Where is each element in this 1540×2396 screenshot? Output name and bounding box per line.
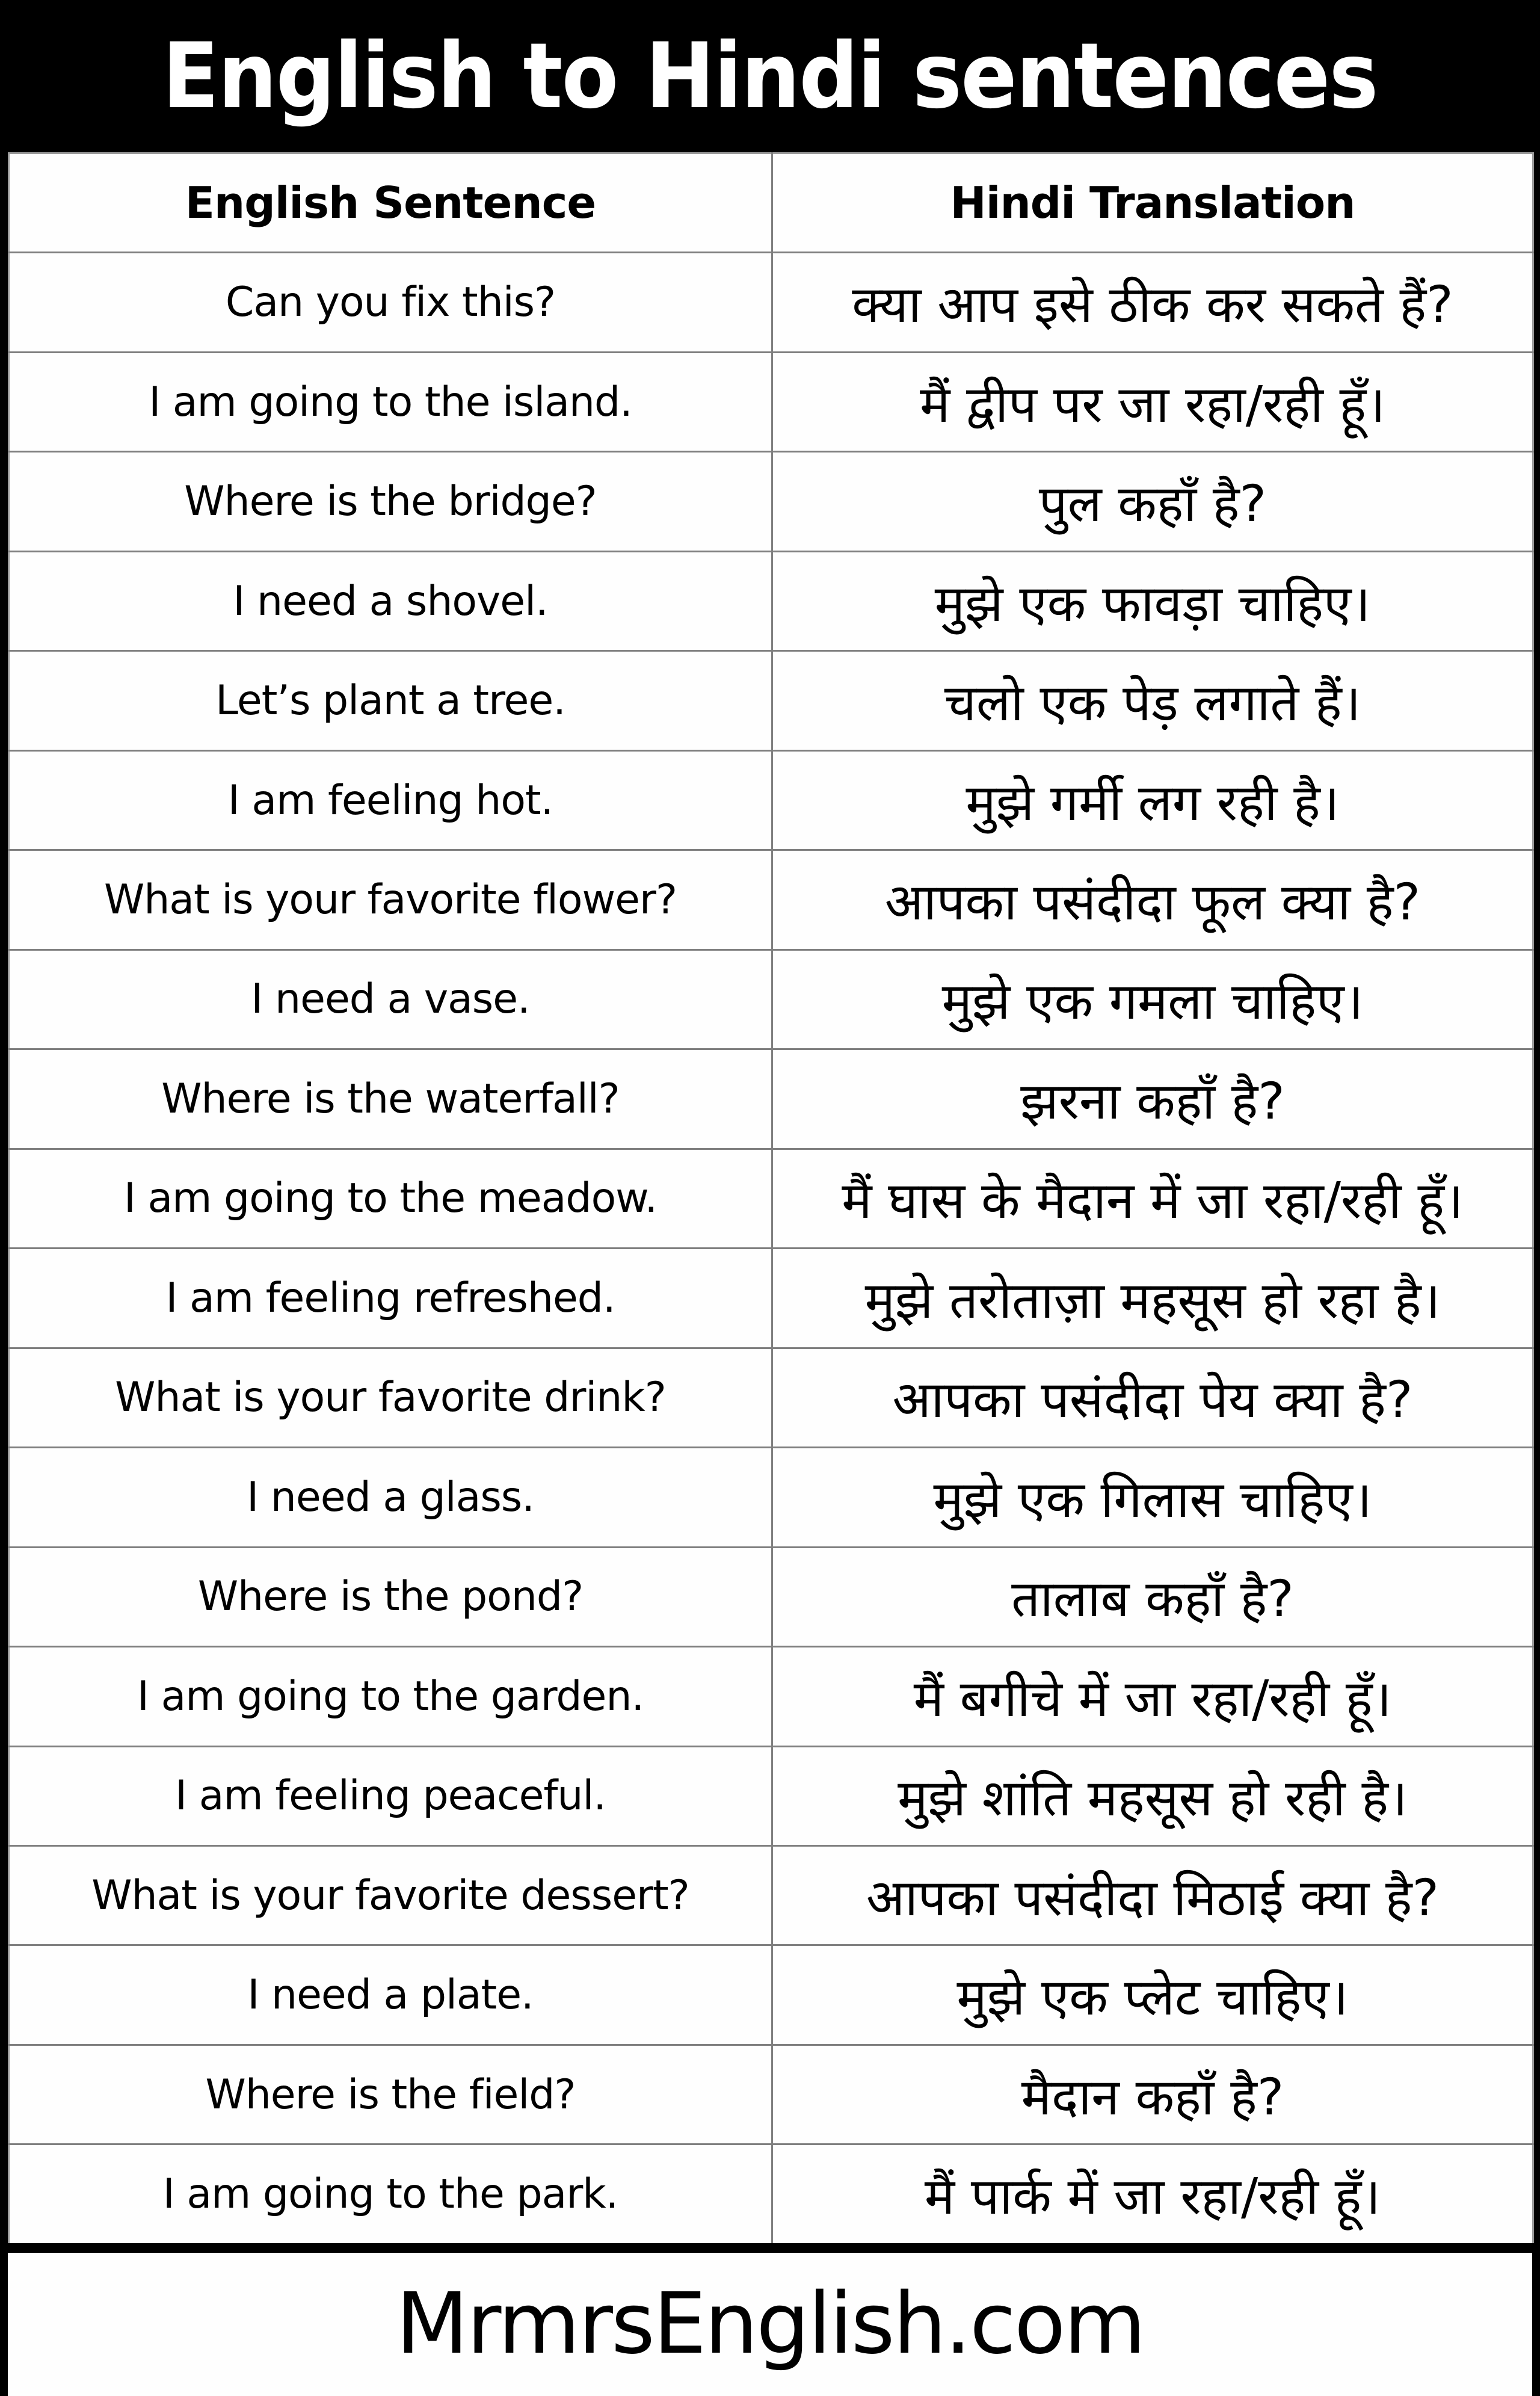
footer bbox=[8, 2253, 1532, 2396]
footer-divider bbox=[0, 2243, 1540, 2253]
translation-table bbox=[8, 152, 1534, 2245]
english-sentence: I am feeling refreshed. bbox=[9, 1249, 772, 1348]
hindi-translation: क्या आप इसे ठीक कर सकते हैं? bbox=[772, 253, 1533, 352]
table-header-row bbox=[9, 153, 1533, 253]
table-row bbox=[9, 1547, 1533, 1646]
english-sentence: I need a glass. bbox=[9, 1448, 772, 1547]
table-row bbox=[9, 1746, 1533, 1845]
hindi-translation: मैं द्वीप पर जा रहा/रही हूँ। bbox=[772, 352, 1533, 451]
english-sentence: I am feeling peaceful. bbox=[9, 1746, 772, 1845]
english-sentence: I am going to the garden. bbox=[9, 1647, 772, 1746]
column-header-hindi: Hindi Translation bbox=[772, 153, 1533, 253]
table-row bbox=[9, 850, 1533, 949]
english-sentence: I need a shovel. bbox=[9, 551, 772, 650]
hindi-translation: मुझे एक फावड़ा चाहिए। bbox=[772, 551, 1533, 650]
hindi-translation: पुल कहाँ है? bbox=[772, 452, 1533, 551]
english-sentence: I am going to the island. bbox=[9, 352, 772, 451]
column-header-english: English Sentence bbox=[9, 153, 772, 253]
hindi-translation: तालाब कहाँ है? bbox=[772, 1547, 1533, 1646]
translation-table-container bbox=[8, 152, 1532, 2243]
table-row bbox=[9, 1348, 1533, 1447]
english-sentence: I am going to the park. bbox=[9, 2144, 772, 2244]
table-row bbox=[9, 1049, 1533, 1149]
english-sentence: I need a vase. bbox=[9, 949, 772, 1049]
table-row bbox=[9, 1945, 1533, 2045]
table-row bbox=[9, 551, 1533, 650]
hindi-translation: आपका पसंदीदा पेय क्या है? bbox=[772, 1348, 1533, 1447]
table-row bbox=[9, 1149, 1533, 1248]
hindi-translation: मैं घास के मैदान में जा रहा/रही हूँ। bbox=[772, 1149, 1533, 1248]
table-row bbox=[9, 651, 1533, 750]
table-row bbox=[9, 1845, 1533, 1945]
page-title: English to Hindi sentences bbox=[162, 23, 1378, 129]
english-sentence: What is your favorite flower? bbox=[9, 850, 772, 949]
hindi-translation: झरना कहाँ है? bbox=[772, 1049, 1533, 1149]
english-sentence: What is your favorite dessert? bbox=[9, 1845, 772, 1945]
english-sentence: Where is the waterfall? bbox=[9, 1049, 772, 1149]
table-row bbox=[9, 1647, 1533, 1746]
hindi-translation: मुझे एक गिलास चाहिए। bbox=[772, 1448, 1533, 1547]
title-banner bbox=[0, 0, 1540, 152]
hindi-translation: आपका पसंदीदा मिठाई क्या है? bbox=[772, 1845, 1533, 1945]
table-row bbox=[9, 352, 1533, 451]
table-row bbox=[9, 1249, 1533, 1348]
english-sentence: Where is the pond? bbox=[9, 1547, 772, 1646]
table-row bbox=[9, 949, 1533, 1049]
table-row bbox=[9, 253, 1533, 352]
hindi-translation: मुझे तरोताज़ा महसूस हो रहा है। bbox=[772, 1249, 1533, 1348]
english-sentence: What is your favorite drink? bbox=[9, 1348, 772, 1447]
english-sentence: Can you fix this? bbox=[9, 253, 772, 352]
english-sentence: Where is the field? bbox=[9, 2045, 772, 2144]
hindi-translation: मुझे गर्मी लग रही है। bbox=[772, 750, 1533, 850]
website-watermark: MrmrsEnglish.com bbox=[396, 2275, 1144, 2373]
table-row bbox=[9, 750, 1533, 850]
hindi-translation: आपका पसंदीदा फूल क्या है? bbox=[772, 850, 1533, 949]
english-sentence: Let’s plant a tree. bbox=[9, 651, 772, 750]
table-row bbox=[9, 452, 1533, 551]
english-sentence: I am feeling hot. bbox=[9, 750, 772, 850]
hindi-translation: मैं बगीचे में जा रहा/रही हूँ। bbox=[772, 1647, 1533, 1746]
hindi-translation: चलो एक पेड़ लगाते हैं। bbox=[772, 651, 1533, 750]
table-row bbox=[9, 1448, 1533, 1547]
hindi-translation: मुझे एक गमला चाहिए। bbox=[772, 949, 1533, 1049]
table-row bbox=[9, 2045, 1533, 2144]
hindi-translation: मुझे शांति महसूस हो रही है। bbox=[772, 1746, 1533, 1845]
english-sentence: I need a plate. bbox=[9, 1945, 772, 2045]
table-row bbox=[9, 2144, 1533, 2244]
hindi-translation: मैदान कहाँ है? bbox=[772, 2045, 1533, 2144]
hindi-translation: मैं पार्क में जा रहा/रही हूँ। bbox=[772, 2144, 1533, 2244]
hindi-translation: मुझे एक प्लेट चाहिए। bbox=[772, 1945, 1533, 2045]
english-sentence: Where is the bridge? bbox=[9, 452, 772, 551]
english-sentence: I am going to the meadow. bbox=[9, 1149, 772, 1248]
